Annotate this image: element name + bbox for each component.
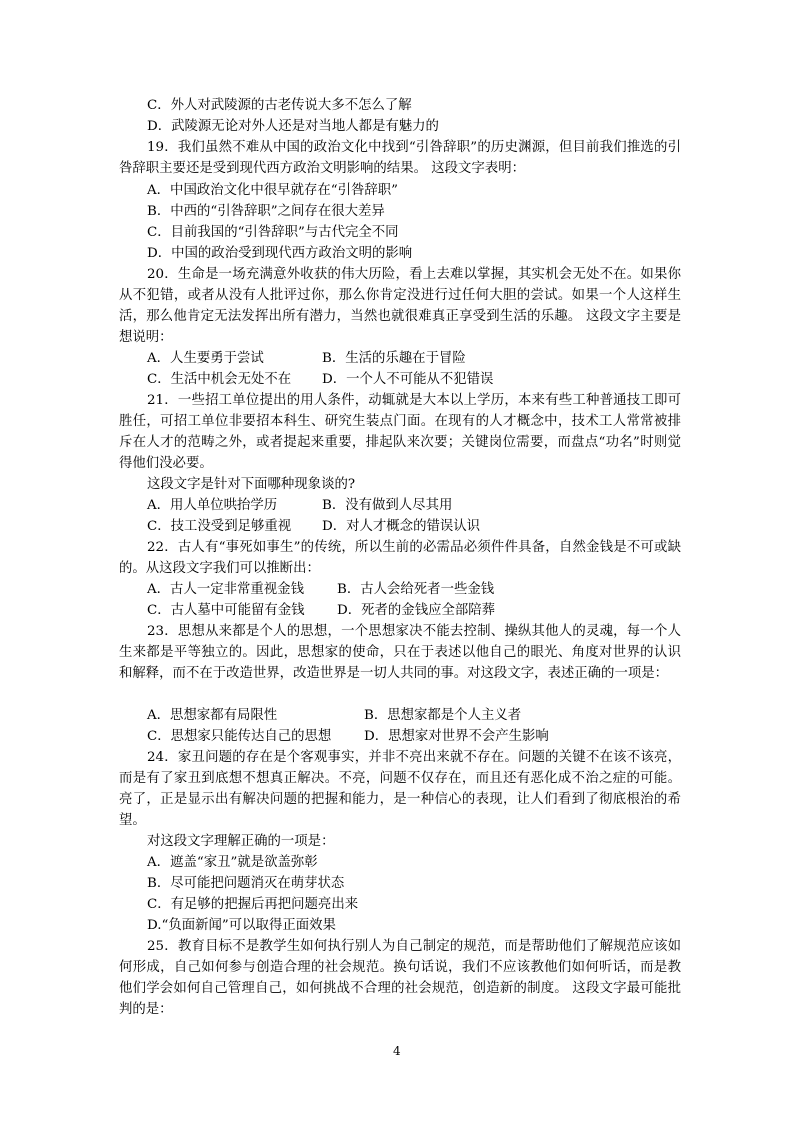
q23-stem: 23．思想从来都是个人的思想，一个思想家决不能去控制、操纵其他人的灵魂，每一个人生来都是平等独立的。因此，思想家的使命，只在于表述以他自己的眼光、角度对世界的认识和解释，而不在于改造世界，改造世界是一切人共同的事。对这段文字，表述正确的一项是： (119, 624, 681, 682)
q24-question: 对这段文字理解正确的一项是： (147, 834, 335, 849)
q21-option-c: C．技工没受到足够重视 (147, 519, 292, 534)
q24-option-d: D.“负面新闻”可以取得正面效果 (147, 918, 336, 933)
q19-option-d: D．中国的政治受到现代西方政治文明的影响 (147, 246, 413, 261)
q20-option-a: A．人生要勇于尝试 (147, 351, 264, 366)
q25-stem: 25．教育目标不是教学生如何执行别人为自己制定的规范，而是帮助他们了解规范应该如何形成，自己如何参与创造合理的社会规范。换句话说，我们不应该教他们如何听话，而是教他们学会如何自己管理自己，如何挑战不合理的社会规范，创造新的制度。 这段文字最可能批判的是： (119, 939, 681, 1018)
q22-stem: 22．古人有“事死如事生”的传统，所以生前的必需品必须件件具备，自然金钱是不可或缺的。从这段文字我们可以推断出： (119, 540, 681, 577)
q19-stem: 19．我们虽然不难从中国的政治文化中找到“引咎辞职”的历史渊源，但目前我们推选的引咎辞职主要还是受到现代西方政治文明影响的结果。 这段文字表明： (119, 140, 681, 177)
q23-option-b: B．思想家都是个人主义者 (364, 708, 522, 723)
q19-option-b: B．中西的“引咎辞职”之间存在很大差异 (147, 204, 385, 219)
q20-option-d: D．一个人不可能从不犯错误 (322, 372, 494, 387)
q22-option-d: D．死者的金钱应全部陪葬 (337, 603, 496, 618)
q20-option-c: C．生活中机会无处不在 (147, 372, 292, 387)
q21-option-a: A．用人单位哄抬学历 (147, 498, 278, 513)
q22-option-c: C．古人墓中可能留有金钱 (147, 603, 305, 618)
q24-stem: 24．家丑问题的存在是个客观事实，并非不亮出来就不存在。问题的关键不在该不该亮，而是有了家丑到底想不想真正解决。不亮，问题不仅存在，而且还有恶化成不治之症的可能。亮了，正是显示出有解决问题的把握和能力，是一种信心的表现，让人们看到了彻底根治的希望。 (119, 750, 681, 829)
q23-option-a: A．思想家都有局限性 (147, 708, 278, 723)
q20-option-b: B．生活的乐趣在于冒险 (322, 351, 466, 366)
page-number: 4 (393, 1044, 401, 1058)
q22-option-b: B．古人会给死者一些金钱 (337, 582, 495, 597)
q20-stem: 20．生命是一场充满意外收获的伟大历险，看上去难以掌握，其实机会无处不在。如果你从不犯错，或者从没有人批评过你，那么你肯定没进行过任何大胆的尝试。如果一个人这样生活，那么他肯定无法发挥出所有潜力，当然也就很难真正享受到生活的乐趣。 这段文字主要是想说明： (119, 267, 681, 346)
q18-option-d: D．武陵源无论对外人还是对当地人都是有魅力的 (147, 119, 439, 134)
q22-option-a: A．古人一定非常重视金钱 (147, 582, 304, 597)
q24-option-a: A．遮盖“家丑”就是欲盖弥彰 (147, 855, 318, 870)
q21-option-d: D．对人才概念的错误认识 (322, 519, 481, 534)
q21-question: 这段文字是针对下面哪种现象谈的? (147, 477, 356, 492)
q19-option-c: C．目前我国的“引咎辞职”与古代完全不同 (147, 225, 399, 240)
q21-stem: 21．一些招工单位提出的用人条件，动辄就是大本以上学历，本来有些工种普通技工即可胜任，可招工单位非要招本科生、研究生装点门面。在现有的人才概念中，技术工人常常被排斥在人才的范畴之外，或者提起来重要，排起队来次要；关键岗位需要，而盘点“功名”时则觉得他们没必要。 (119, 393, 681, 472)
q19-option-a: A．中国政治文化中很早就存在“引咎辞职” (147, 183, 399, 198)
q18-option-c: C．外人对武陵源的古老传说大多不怎么了解 (147, 98, 412, 113)
q24-option-b: B．尽可能把问题消灭在萌芽状态 (147, 876, 345, 891)
q24-option-c: C．有足够的把握后再把问题亮出来 (147, 897, 359, 912)
q21-option-b: B．没有做到人尽其用 (322, 498, 453, 513)
q23-option-d: D．思想家对世界不会产生影响 (364, 729, 549, 744)
q23-option-c: C．思想家只能传达自己的思想 (147, 729, 332, 744)
